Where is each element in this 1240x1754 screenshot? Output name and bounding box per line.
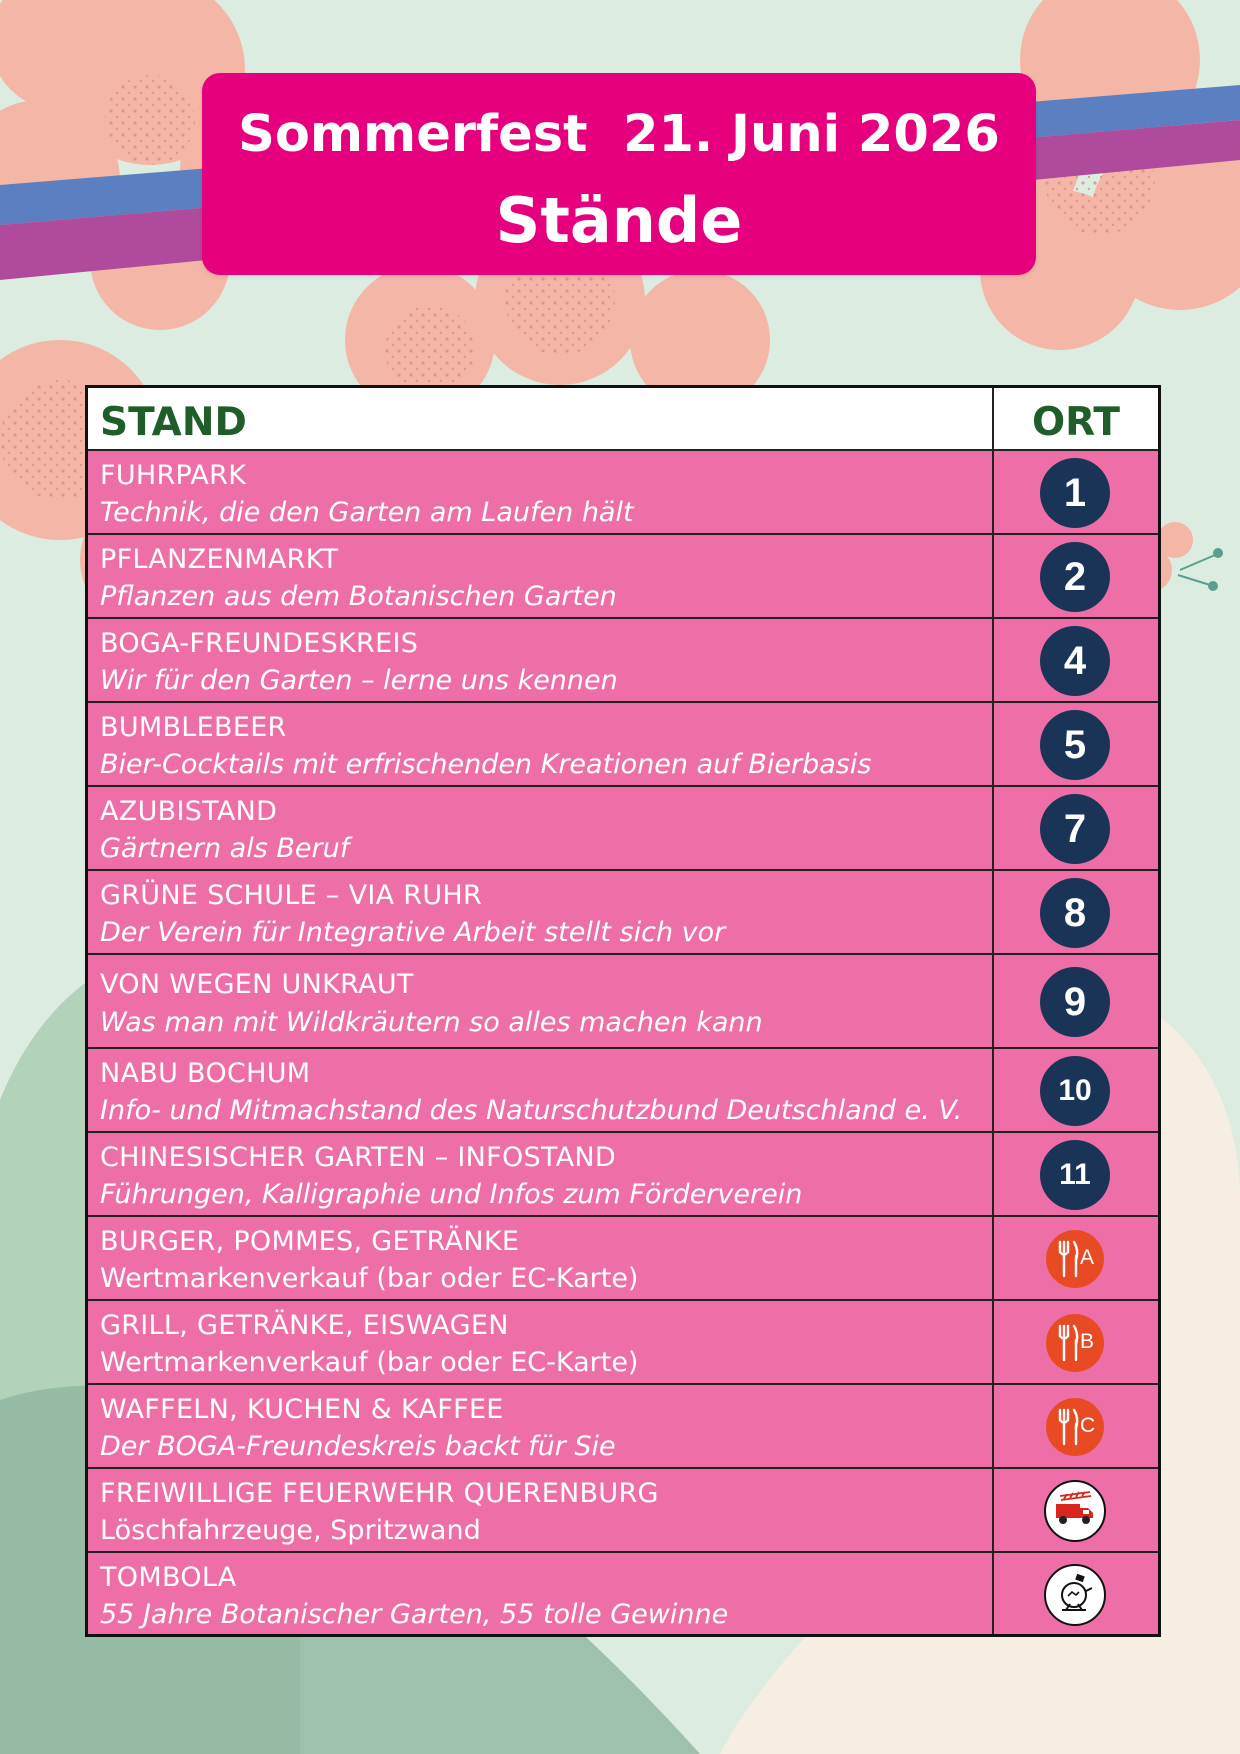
food-icon <box>1046 1230 1104 1288</box>
table-row <box>88 955 1158 1049</box>
stand-name: VON WEGEN UNKRAUT <box>100 969 414 1000</box>
food-stand-letter: B <box>1080 1330 1095 1353</box>
table-row <box>88 871 1158 955</box>
stand-name: BURGER, POMMES, GETRÄNKE <box>100 1226 520 1257</box>
stand-description: Gärtnern als Beruf <box>100 833 350 864</box>
location-number-badge: 11 <box>1040 1140 1110 1210</box>
location-number-badge: 4 <box>1040 626 1110 696</box>
food-stand-letter: C <box>1080 1414 1096 1437</box>
stand-description: Pflanzen aus dem Botanischen Garten <box>100 581 617 612</box>
stand-description: Was man mit Wildkräutern so alles machen kann <box>100 1007 763 1038</box>
lottery-drum-icon <box>1044 1564 1106 1626</box>
stand-description: Technik, die den Garten am Laufen hält <box>100 497 634 528</box>
stand-name: WAFFELN, KUCHEN & KAFFEE <box>100 1394 504 1425</box>
stand-description: Löschfahrzeuge, Spritzwand <box>100 1515 481 1546</box>
table-row <box>88 703 1158 787</box>
location-number-badge: 1 <box>1040 458 1110 528</box>
page-title: Stände <box>495 184 743 257</box>
food-stand-letter: A <box>1080 1246 1095 1269</box>
stand-name: GRILL, GETRÄNKE, EISWAGEN <box>100 1310 509 1341</box>
stand-name: PFLANZENMARKT <box>100 544 339 575</box>
table-row <box>88 1469 1158 1553</box>
event-title: Sommerfest 21. Juni 2026 <box>238 105 1000 164</box>
stand-description: Der BOGA-Freundeskreis backt für Sie <box>100 1431 616 1462</box>
table-row <box>88 451 1158 535</box>
stand-description: Wertmarkenverkauf (bar oder EC-Karte) <box>100 1347 639 1378</box>
stand-table <box>85 385 1161 1637</box>
table-row <box>88 1133 1158 1217</box>
stand-name: CHINESISCHER GARTEN – INFOSTAND <box>100 1142 617 1173</box>
stand-name: FUHRPARK <box>100 460 247 491</box>
table-row <box>88 1301 1158 1385</box>
food-icon <box>1046 1398 1104 1456</box>
stand-name: FREIWILLIGE FEUERWEHR QUERENBURG <box>100 1478 659 1509</box>
location-number-badge: 8 <box>1040 878 1110 948</box>
table-row <box>88 1217 1158 1301</box>
table-row <box>88 787 1158 871</box>
stand-name: GRÜNE SCHULE – VIA RUHR <box>100 880 483 911</box>
stand-description: Führungen, Kalligraphie und Infos zum Förderverein <box>100 1179 803 1210</box>
stand-description: Wertmarkenverkauf (bar oder EC-Karte) <box>100 1263 639 1294</box>
food-icon <box>1046 1314 1104 1372</box>
stand-description: Bier-Cocktails mit erfrischenden Kreationen auf Bierbasis <box>100 749 872 780</box>
title-banner <box>202 73 1036 275</box>
stand-description: Wir für den Garten – lerne uns kennen <box>100 665 618 696</box>
location-number-badge: 9 <box>1040 967 1110 1037</box>
stand-description: Info- und Mitmachstand des Naturschutzbund Deutschland e. V. <box>100 1095 963 1126</box>
stand-description: Der Verein für Integrative Arbeit stellt sich vor <box>100 917 726 948</box>
table-row <box>88 1385 1158 1469</box>
column-header-stand: STAND <box>100 400 247 445</box>
table-row <box>88 1553 1158 1636</box>
location-number-badge: 5 <box>1040 710 1110 780</box>
stand-name: TOMBOLA <box>100 1562 237 1593</box>
column-header-ort: ORT <box>1031 400 1121 445</box>
fire-truck-icon <box>1044 1480 1106 1542</box>
table-row <box>88 535 1158 619</box>
stand-name: BUMBLEBEER <box>100 712 287 743</box>
table-row <box>88 619 1158 703</box>
location-number-badge: 7 <box>1040 794 1110 864</box>
stand-name: AZUBISTAND <box>100 796 278 827</box>
stand-name: NABU BOCHUM <box>100 1058 311 1089</box>
stand-description: 55 Jahre Botanischer Garten, 55 tolle Gewinne <box>100 1599 729 1630</box>
table-row <box>88 1049 1158 1133</box>
stand-name: BOGA-FREUNDESKREIS <box>100 628 419 659</box>
table-header-row <box>88 388 1158 451</box>
location-number-badge: 2 <box>1040 542 1110 612</box>
location-number-badge: 10 <box>1040 1056 1110 1126</box>
